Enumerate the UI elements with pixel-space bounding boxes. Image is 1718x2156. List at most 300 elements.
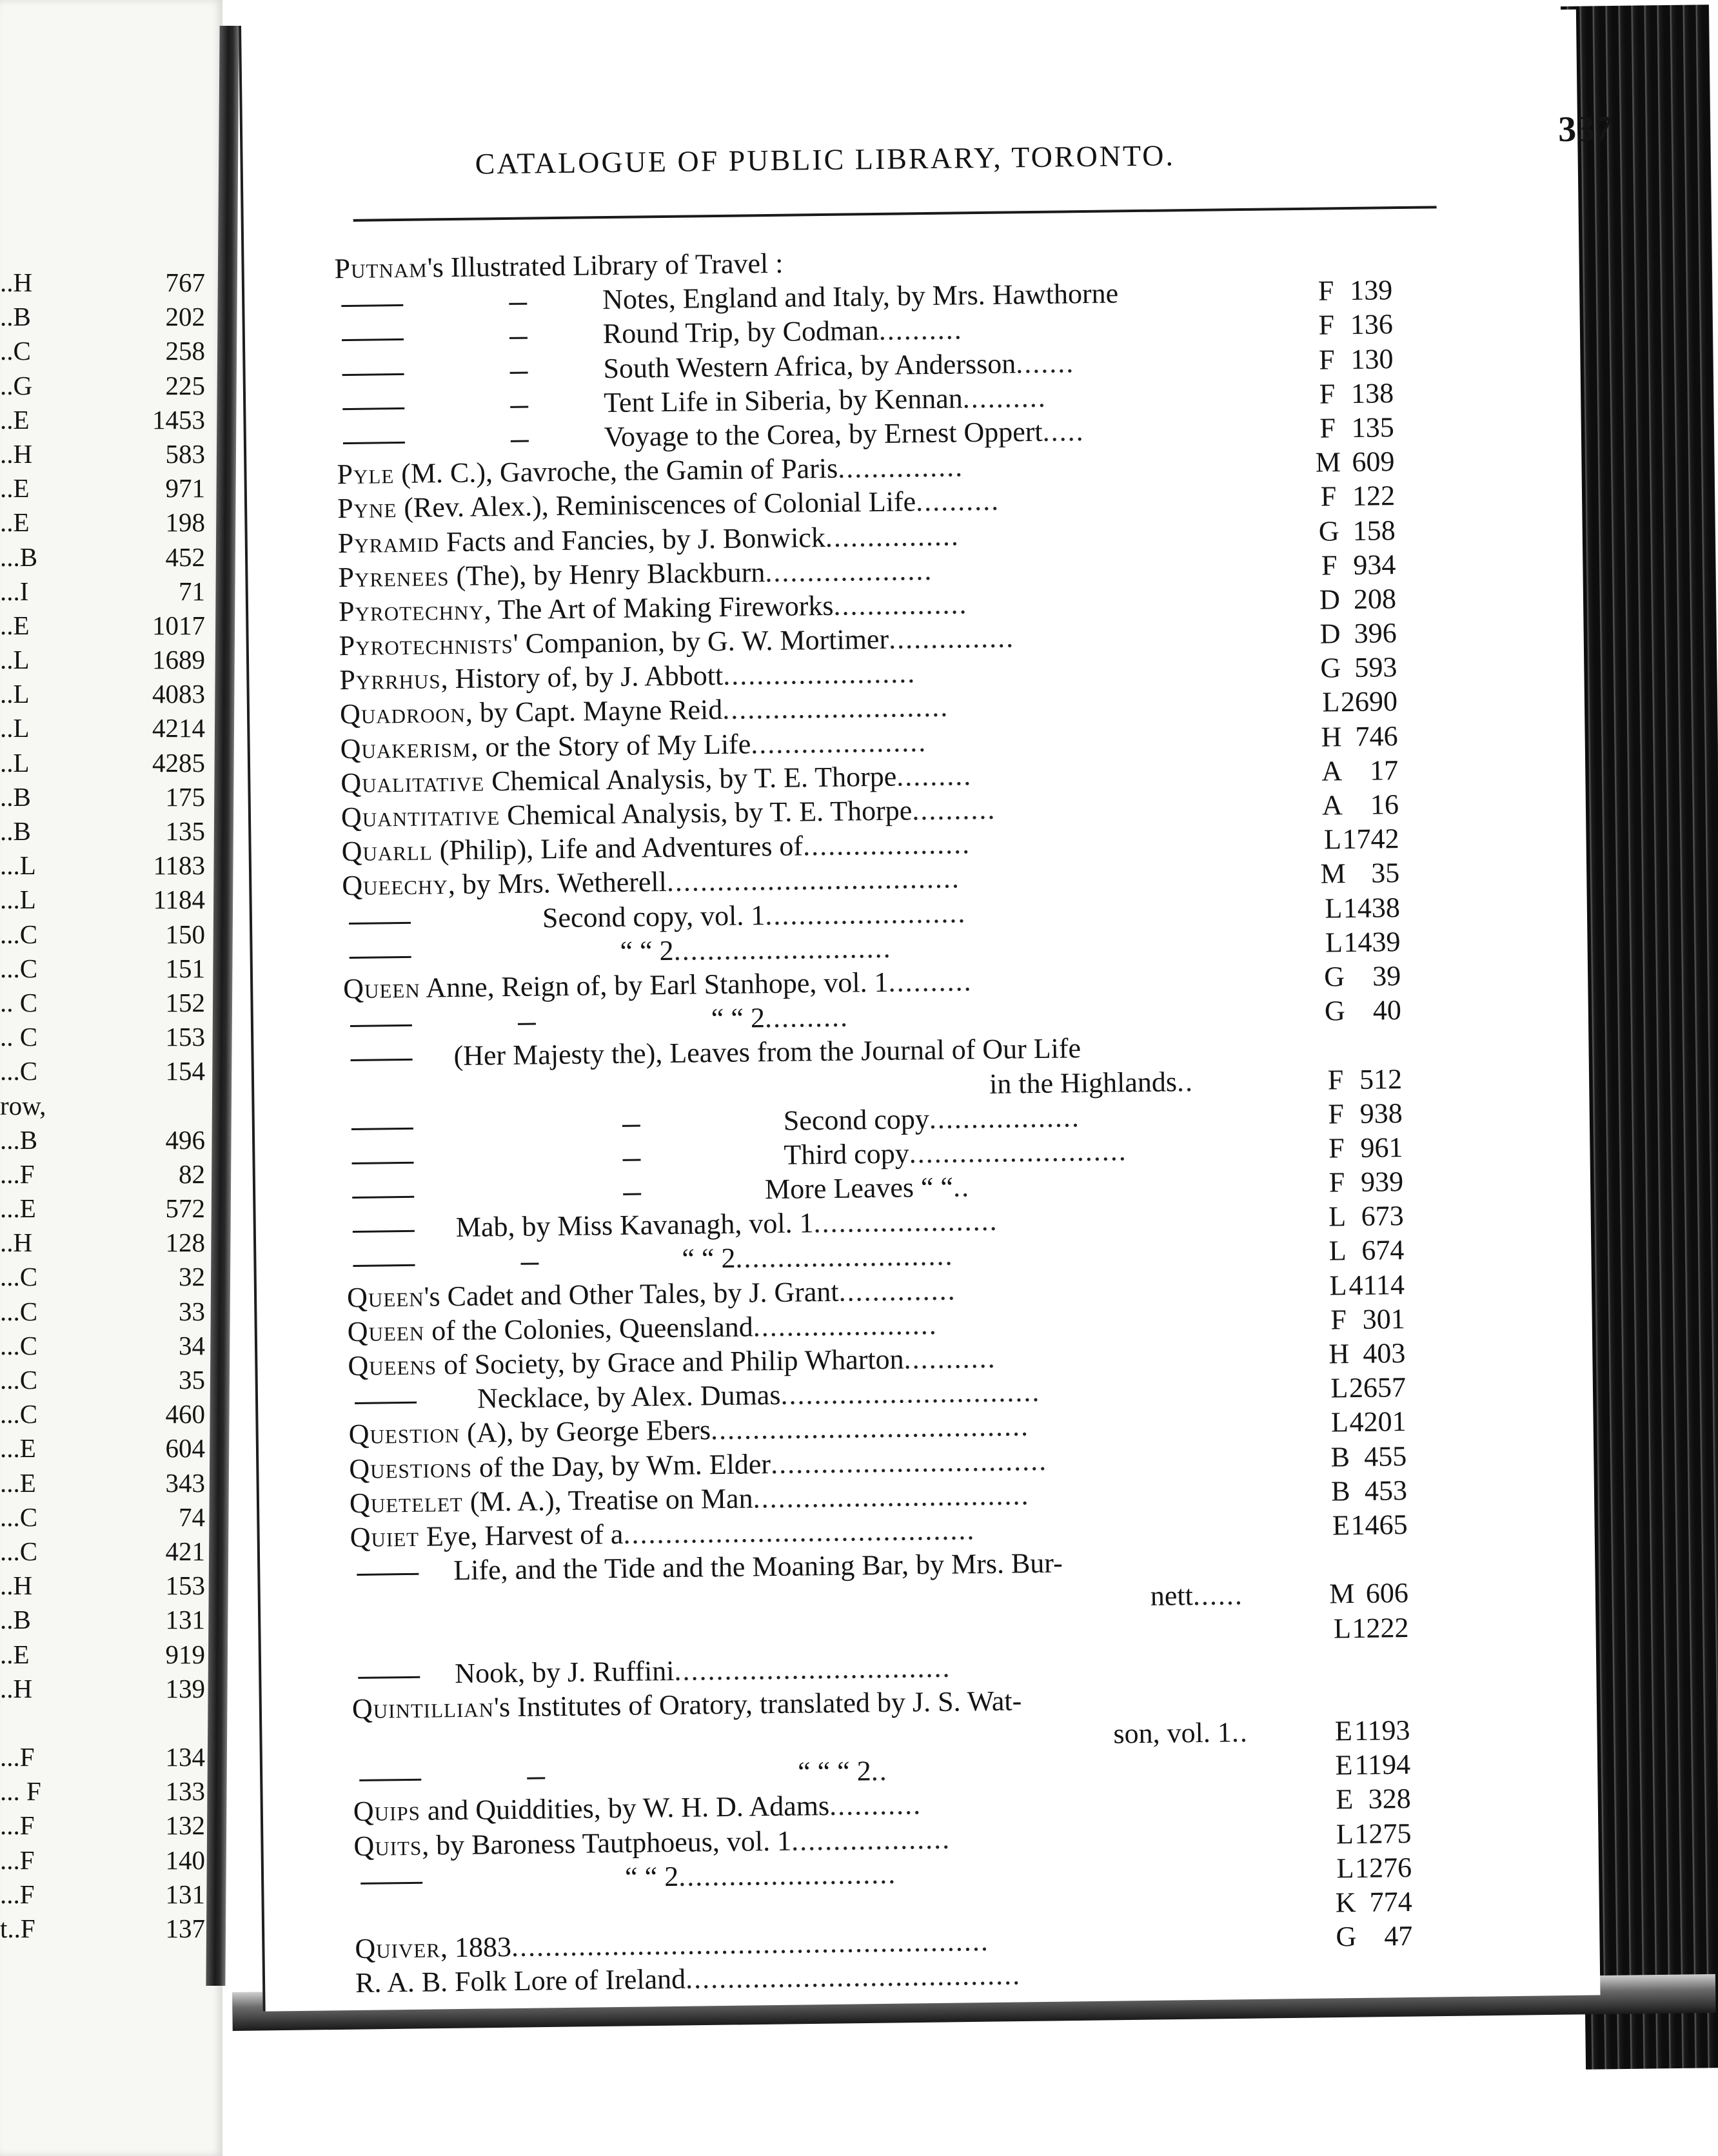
book-number: 609: [1352, 446, 1395, 478]
previous-page-class-mark: ...L: [0, 885, 36, 915]
ditto-dash: [359, 1779, 421, 1781]
previous-page-class-mark: .. C: [0, 1022, 38, 1052]
entry-heading-word: Quiver: [355, 1932, 441, 1965]
book-number: 1276: [1354, 1851, 1412, 1884]
leader-dots: ................: [833, 588, 968, 622]
ditto-dash: [342, 407, 404, 410]
previous-page-line: [0, 814, 205, 848]
previous-page-class-mark: ..H: [0, 438, 33, 469]
ditto-dash: [342, 338, 404, 341]
previous-page-class-mark: ..E: [0, 610, 30, 640]
previous-page-book-number: 132: [165, 1810, 205, 1841]
previous-page-line: [0, 1089, 205, 1123]
leader-dots: ........................: [765, 896, 967, 931]
entry-heading-word: Quadroon: [339, 697, 466, 730]
ditto-dash: [351, 1059, 413, 1061]
class-mark: F: [1318, 309, 1335, 341]
previous-page-book-number: 604: [165, 1433, 205, 1464]
book-number: 158: [1352, 514, 1396, 547]
book-number: 4114: [1348, 1268, 1405, 1301]
entry-title: Notes, England and Italy, by Mrs. Hawthorne: [602, 277, 1119, 316]
previous-page-class-mark: ...C: [0, 1262, 38, 1292]
leader-dots: ......: [1192, 1579, 1244, 1612]
book-number: 139: [1349, 274, 1393, 307]
entry-text: [784, 1133, 1127, 1171]
leader-dots: ..............: [838, 1274, 956, 1308]
previous-page-line: [0, 1740, 205, 1774]
class-mark: D: [1319, 583, 1341, 616]
book-number: 301: [1362, 1302, 1405, 1335]
entry-text: [542, 896, 967, 935]
class-mark: F: [1327, 1063, 1344, 1095]
ditto-dash: [353, 1264, 415, 1267]
previous-page-class-mark: ...L: [0, 850, 36, 881]
previous-page-class-mark: ..L: [0, 713, 30, 743]
previous-page-book-number: 225: [165, 370, 205, 400]
previous-page-class-mark: ...C: [0, 1399, 38, 1429]
leader-dots: ...............: [888, 622, 1015, 655]
entry-title: 's Illustrated Library of Travel :: [427, 247, 784, 284]
previous-page: [0, 0, 222, 2156]
class-mark: F: [1328, 1132, 1345, 1164]
entry-heading-word: Queens: [348, 1349, 437, 1382]
leader-dots: ...........................: [722, 691, 949, 726]
book-number: 746: [1355, 720, 1398, 752]
entry-heading-word: Pyne: [337, 492, 397, 525]
book-number: 455: [1363, 1440, 1407, 1473]
ditto-dash: [510, 406, 528, 407]
class-mark: H: [1321, 720, 1342, 753]
class-mark: F: [1328, 1166, 1345, 1199]
class-mark: F: [1319, 378, 1336, 410]
class-mark: L: [1325, 892, 1343, 925]
previous-page-class-mark: ..E: [0, 473, 30, 504]
entry-title: of Society, by Grace and Philip Wharton: [436, 1343, 904, 1381]
previous-page-book-number: 1017: [152, 610, 205, 640]
entry-title: in the Highlands: [989, 1065, 1178, 1100]
previous-page-class-mark: ...E: [0, 1467, 36, 1498]
entry-text: [1113, 1715, 1249, 1751]
previous-page-line: [0, 266, 205, 300]
class-mark: G: [1320, 652, 1341, 684]
entry-title: “ “ “ 2: [797, 1755, 872, 1788]
previous-page-line: [0, 1397, 205, 1431]
previous-page-line: [0, 986, 205, 1020]
leader-dots: ..........: [878, 313, 963, 347]
book-number: 453: [1364, 1474, 1408, 1507]
previous-page-line: [0, 643, 205, 677]
previous-page-book-number: 1183: [153, 850, 205, 881]
leader-dots: .................................: [770, 1444, 1048, 1480]
entry-text: [604, 380, 1047, 419]
previous-page-book-number: 153: [165, 1022, 205, 1052]
book-number: 47: [1384, 1920, 1413, 1952]
previous-page-lines: [0, 266, 205, 1946]
entry-title: Chemical Analysis, by T. E. Thorpe: [484, 760, 897, 798]
entry-title: of the Colonies, Queensland: [424, 1311, 754, 1347]
page-header: [475, 108, 1613, 192]
previous-page-line: [0, 505, 205, 540]
ditto-dash: [358, 1676, 420, 1678]
previous-page-class-mark: ...E: [0, 1433, 36, 1464]
previous-page-book-number: 135: [165, 816, 205, 846]
book-number: 1194: [1354, 1749, 1411, 1781]
entry-text: [765, 1170, 971, 1206]
previous-page-book-number: 919: [165, 1639, 205, 1669]
previous-page-line: [0, 1843, 205, 1877]
previous-page-line: [0, 1569, 205, 1603]
ditto-dash: [623, 1159, 641, 1161]
book-number: 606: [1365, 1577, 1409, 1610]
class-mark: F: [1321, 549, 1338, 582]
book-number: 512: [1359, 1063, 1403, 1095]
class-mark: G: [1323, 961, 1345, 993]
entry-heading-word: Queechy: [342, 868, 449, 902]
previous-page-class-mark: ...E: [0, 1193, 36, 1224]
previous-page-book-number: 33: [179, 1296, 205, 1326]
leader-dots: ......................................: [710, 1410, 1030, 1446]
ditto-dash: [342, 373, 404, 375]
catalogue-page: [239, 10, 1613, 2012]
previous-page-line: [0, 848, 205, 883]
entry-title: (A), by George Ebers: [459, 1414, 711, 1449]
leader-dots: ..........: [915, 484, 1000, 518]
leader-dots: ..........................: [678, 1857, 897, 1892]
entry-title: and Quiddities, by W. H. D. Adams: [420, 1790, 830, 1827]
entry-title: “ “ 2: [624, 1860, 679, 1893]
class-mark: L: [1330, 1372, 1348, 1404]
ditto-dash: [352, 1162, 414, 1164]
leader-dots: .........................................................: [511, 1925, 990, 1963]
previous-page-book-number: 1184: [153, 885, 205, 915]
previous-page-text: row,: [0, 1090, 46, 1121]
entry-title: , by Baroness Tautphoeus, vol. 1: [421, 1825, 792, 1861]
leader-dots: ..........................: [673, 932, 892, 966]
previous-page-book-number: 71: [179, 576, 205, 606]
book-number: 674: [1361, 1234, 1405, 1267]
class-mark: B: [1330, 1440, 1350, 1473]
previous-page-class-mark: ...C: [0, 1536, 38, 1566]
previous-page-book-number: 343: [165, 1467, 205, 1498]
previous-page-class-mark: ...F: [0, 1159, 35, 1189]
previous-page-line: [0, 1226, 205, 1260]
previous-page-book-number: 131: [165, 1605, 205, 1635]
previous-page-class-mark: ...C: [0, 1502, 38, 1532]
entry-title: R. A. B. Folk Lore of Ireland: [355, 1963, 686, 1999]
previous-page-book-number: 4285: [152, 747, 205, 778]
entry-heading-word: Queen: [347, 1315, 425, 1348]
previous-page-class-mark: ..C: [0, 336, 31, 366]
leader-dots: ..........................: [735, 1240, 954, 1275]
entry-text: [625, 1857, 897, 1894]
book-number: 328: [1368, 1783, 1412, 1816]
book-number: 17: [1369, 754, 1399, 787]
leader-dots: ...........: [903, 1342, 996, 1375]
book-number: 938: [1359, 1097, 1403, 1130]
book-number: 35: [1370, 857, 1400, 890]
book-number: 593: [1354, 651, 1397, 684]
previous-page-book-number: 139: [165, 1673, 205, 1703]
entry-title: Chemical Analysis, by T. E. Thorpe: [499, 794, 913, 832]
class-mark: M: [1320, 858, 1347, 890]
previous-page-book-number: 4214: [152, 713, 205, 743]
previous-page-book-number: 82: [179, 1159, 205, 1189]
entry-heading-word: Quips: [353, 1795, 421, 1828]
previous-page-line: [0, 1638, 205, 1672]
entry-heading-word: Pyrenees: [338, 560, 449, 593]
book-number: 130: [1350, 342, 1394, 375]
catalogue-entries: [334, 239, 1413, 2000]
previous-page-class-mark: ..B: [0, 781, 31, 812]
class-mark: D: [1319, 618, 1341, 650]
entry-title: Facts and Fancies, by J. Bonwick: [439, 521, 826, 558]
entry-heading-word: Quintillian: [351, 1691, 495, 1725]
class-mark: F: [1318, 275, 1334, 307]
previous-page-book-number: 74: [179, 1502, 205, 1532]
entry-title: son, vol. 1: [1113, 1716, 1232, 1750]
leader-dots: ...........: [829, 1788, 922, 1822]
leader-dots: ......................: [813, 1205, 998, 1239]
entry-heading-word: Pyrotechny: [338, 594, 485, 628]
entry-title: ' Companion, by G. W. Mortimer: [513, 623, 889, 660]
entry-title: 's Cadet and Other Tales, by J. Grant: [424, 1275, 839, 1313]
previous-page-book-number: 198: [165, 507, 205, 538]
ditto-dash: [350, 956, 411, 959]
ditto-dash: [352, 1196, 414, 1199]
leader-dots: ..........................: [909, 1135, 1128, 1170]
leader-dots: ................: [825, 519, 960, 553]
previous-page-line: [0, 574, 205, 609]
class-mark: A: [1321, 754, 1343, 787]
previous-page-line: [0, 1054, 205, 1088]
previous-page-line: [0, 1123, 205, 1157]
book-number: 2690: [1340, 685, 1398, 718]
class-mark: L: [1333, 1612, 1352, 1644]
entry-heading-word: Pyrotechnists: [339, 627, 514, 662]
entry-heading-word: Quits: [353, 1829, 422, 1862]
ditto-dash: [357, 1573, 419, 1576]
entry-title: “ “ 2: [711, 1002, 765, 1035]
entry-title: 's Institutes of Oratory, translated by J. S. Wat-: [493, 1685, 1022, 1723]
previous-page-class-mark: ...C: [0, 919, 38, 949]
class-mark: L: [1328, 1235, 1347, 1267]
ditto-dash: [622, 1124, 640, 1126]
book-number: 1439: [1343, 925, 1401, 958]
previous-page-book-number: 583: [165, 438, 205, 469]
previous-page-book-number: 137: [165, 1914, 205, 1943]
entry-title: Necklace, by Alex. Dumas: [477, 1379, 781, 1415]
leader-dots: .........: [896, 760, 973, 792]
entry-title: (Rev. Alex.), Reminiscences of Colonial Life: [397, 485, 916, 524]
previous-page-line: [0, 1363, 205, 1397]
previous-page-book-number: 151: [165, 953, 205, 983]
previous-page-class-mark: ..B: [0, 816, 31, 846]
entry-title: Eye, Harvest of a: [419, 1518, 624, 1553]
previous-page-line: [0, 1912, 205, 1946]
previous-page-book-number: 1453: [152, 404, 205, 435]
book-number: 1465: [1350, 1508, 1408, 1542]
entry-text: [682, 1239, 954, 1276]
previous-page-book-number: 452: [165, 542, 205, 572]
previous-page-line: [0, 471, 205, 505]
class-mark: B: [1330, 1475, 1350, 1507]
previous-page-book-number: 150: [165, 919, 205, 949]
previous-page-book-number: 421: [165, 1536, 205, 1566]
previous-page-book-number: 32: [179, 1262, 205, 1292]
previous-page-line: [0, 1500, 205, 1534]
entry-title: Second copy: [783, 1102, 930, 1137]
previous-page-book-number: 1689: [152, 645, 205, 675]
entry-title: , or the Story of My Life: [471, 728, 751, 763]
page-number: 337: [1557, 108, 1613, 150]
entry-title: (M. C.), Gavroche, the Gamin of Paris: [393, 452, 838, 490]
previous-page-book-number: 133: [165, 1776, 205, 1807]
previous-page-line: [0, 780, 205, 814]
entry-heading-word: Pyle: [337, 458, 395, 491]
leader-dots: ....................: [765, 554, 933, 588]
entry-heading-word: Pyramid: [337, 525, 440, 559]
previous-page-book-number: 971: [165, 473, 205, 504]
entry-title: Anne, Reign of, by Earl Stanhope, vol. 1: [420, 966, 889, 1004]
previous-page-class-mark: ...B: [0, 1124, 38, 1155]
book-number: 122: [1352, 480, 1396, 513]
entry-title: Second copy, vol. 1: [542, 899, 765, 934]
entry-heading-word: Quarll: [341, 834, 433, 868]
previous-page-line: [0, 403, 205, 437]
entry-title: (Philip), Life and Adventures of: [432, 830, 804, 867]
book-number: 774: [1369, 1885, 1412, 1918]
class-mark: G: [1318, 514, 1339, 547]
entry-text: [1150, 1578, 1244, 1613]
previous-page-book-number: 767: [165, 268, 205, 297]
previous-page-book-number: 34: [179, 1330, 205, 1360]
previous-page-line: [0, 1672, 205, 1706]
class-mark: G: [1336, 1921, 1357, 1953]
previous-page-book-number: 496: [165, 1124, 205, 1155]
previous-page-line: [0, 1774, 205, 1808]
entry-title: (Her Majesty the), Leaves from the Journal of Our Life: [453, 1032, 1081, 1072]
previous-page-book-number: 35: [179, 1365, 205, 1395]
book-number: 1742: [1342, 823, 1399, 856]
class-mark: M: [1328, 1578, 1355, 1610]
book-number: 1438: [1343, 891, 1401, 924]
ditto-dash: [520, 1263, 538, 1265]
entry-title: , by Mrs. Wetherell: [448, 866, 667, 901]
previous-page-line: [0, 1534, 205, 1569]
book-number: 136: [1350, 308, 1394, 341]
book-number: 939: [1360, 1166, 1404, 1198]
class-mark: L: [1336, 1852, 1354, 1885]
ditto-dash: [349, 921, 411, 924]
previous-page-line: [0, 1260, 205, 1294]
book-number: 16: [1370, 789, 1399, 821]
entry-title: (The), by Henry Blackburn: [449, 556, 765, 592]
previous-page-line: [0, 1706, 205, 1740]
class-mark: E: [1334, 1715, 1353, 1747]
previous-page-line: [0, 369, 205, 403]
running-head: CATALOGUE OF PUBLIC LIBRARY, TORONTO.: [475, 139, 1176, 181]
leader-dots: ....................: [802, 828, 971, 862]
entry-text: [711, 1000, 849, 1036]
previous-page-class-mark: ...C: [0, 1056, 38, 1086]
previous-page-class-mark: ...C: [0, 1330, 38, 1360]
previous-page-class-mark: ..B: [0, 302, 31, 332]
entry-text: [798, 1754, 888, 1789]
previous-page-class-mark: ..G: [0, 370, 33, 400]
leader-dots: ..................: [929, 1101, 1081, 1135]
previous-page-book-number: 4083: [152, 679, 205, 709]
leader-dots: ......................: [753, 1308, 938, 1343]
previous-page-class-mark: .. C: [0, 987, 38, 1017]
previous-page-class-mark: ..E: [0, 404, 30, 435]
previous-page-line: [0, 1020, 205, 1054]
entry-title: Round Trip, by Codman: [602, 315, 880, 350]
ditto-dash: [511, 440, 529, 442]
book-number: 934: [1353, 548, 1396, 581]
previous-page-line: [0, 1431, 205, 1465]
previous-page-book-number: 175: [165, 781, 205, 812]
previous-page-line: [0, 677, 205, 711]
previous-page-book-number: 202: [165, 302, 205, 332]
entry-text: [603, 346, 1074, 386]
leader-dots: .....................: [750, 725, 927, 760]
ditto-dash: [518, 1023, 536, 1025]
previous-page-class-mark: ...C: [0, 1296, 38, 1326]
class-mark: F: [1320, 480, 1337, 513]
leader-dots: .................................: [674, 1651, 951, 1687]
leader-dots: ...............................: [780, 1376, 1041, 1411]
entry-text: [334, 246, 783, 286]
class-mark: H: [1328, 1338, 1350, 1370]
class-mark: F: [1318, 343, 1335, 376]
entry-title: More Leaves “ “: [764, 1171, 954, 1206]
entry-heading-word: Queen: [342, 972, 420, 1005]
book-number: 4201: [1349, 1406, 1407, 1438]
book-number: 40: [1372, 994, 1402, 1026]
ditto-dash: [360, 1882, 422, 1885]
entry-title: , by Capt. Mayne Reid: [465, 694, 723, 729]
previous-page-class-mark: ...F: [0, 1879, 35, 1909]
previous-page-class-mark: ...B: [0, 542, 38, 572]
leader-dots: ..: [871, 1755, 889, 1787]
entry-title: , History of, by J. Abbott: [440, 660, 724, 695]
book-number: 138: [1350, 377, 1394, 409]
book-number: 39: [1372, 960, 1401, 992]
class-mark: L: [1336, 1818, 1354, 1850]
class-mark: E: [1335, 1749, 1353, 1781]
leader-dots: .....: [1042, 415, 1085, 447]
entry-heading-word: Quiet: [350, 1520, 420, 1554]
previous-page-book-number: 134: [165, 1742, 205, 1772]
entry-title: Life, and the Tide and the Moaning Bar, by Mrs. Bur-: [453, 1547, 1063, 1587]
leader-dots: .......................: [722, 657, 916, 692]
previous-page-class-mark: ..H: [0, 1571, 33, 1601]
previous-page-line: [0, 1466, 205, 1500]
entry-heading-word: Questions: [349, 1451, 473, 1485]
leader-dots: .................................: [753, 1478, 1030, 1514]
leader-dots: ..: [1176, 1065, 1194, 1097]
ditto-dash: [351, 1128, 413, 1130]
entry-title: , 1883: [440, 1931, 512, 1964]
ditto-dash: [353, 1230, 415, 1233]
previous-page-class-mark: ..E: [0, 1639, 30, 1669]
leader-dots: ...................: [791, 1823, 951, 1857]
class-mark: L: [1325, 926, 1343, 959]
previous-page-book-number: 152: [165, 987, 205, 1017]
class-mark: L: [1330, 1406, 1349, 1438]
previous-page-line: [0, 300, 205, 334]
leader-dots: ..........: [962, 381, 1047, 415]
